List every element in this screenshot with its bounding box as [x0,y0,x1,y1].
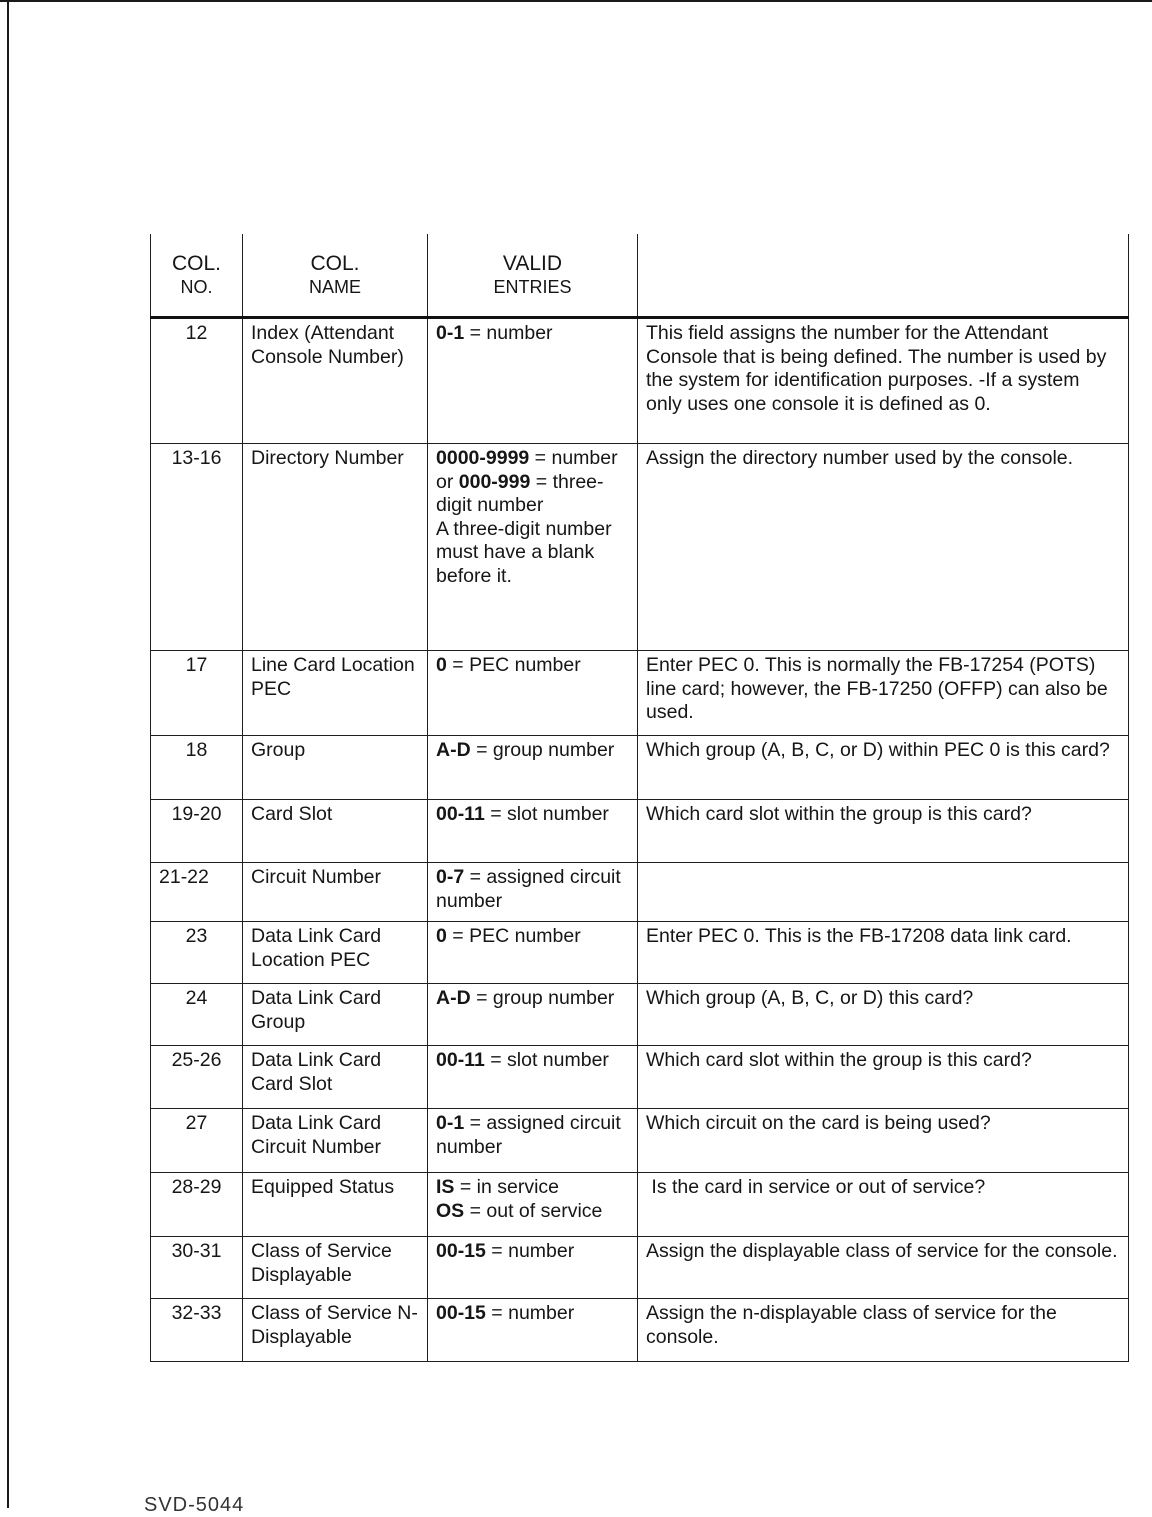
col-no-cell: 27 [151,1109,243,1173]
header-col-name-line1: COL. [310,252,360,275]
entry-range: A-D [436,987,471,1009]
description-cell: Assign the n-displayable class of service for the console. [638,1299,1129,1362]
entry-text: = PEC number [446,654,581,676]
entry-line [436,471,629,518]
valid-entries-cell [428,318,638,444]
table-row [151,1109,1129,1173]
table-header [151,234,1129,318]
description-cell: Which card slot within the group is this card? [638,800,1129,863]
page-top-rule [0,0,1152,2]
valid-entries-cell [428,1109,638,1173]
table-row [151,1173,1129,1237]
entry-text: = group number [470,739,615,761]
description-cell: This field assigns the number for the Attendant Console that is being defined. The number is used by the system for identification purposes. -If a system only uses one console it is defined as 0. [638,318,1129,444]
entry-line [436,1176,629,1200]
entry-range: 00-15 [436,1240,486,1262]
valid-entries-cell [428,984,638,1046]
col-no-cell: 12 [151,318,243,444]
entry-range: 0-1 [436,322,465,344]
valid-entries-cell [428,1237,638,1299]
header-row [151,234,1129,318]
valid-entries-cell [428,1173,638,1237]
col-name-cell: Circuit Number [243,863,428,922]
col-name-cell: Equipped Status [243,1173,428,1237]
col-no-cell: 13-16 [151,444,243,651]
entry-range: IS [436,1176,455,1198]
header-valid-entries [428,234,638,318]
header-col-name [243,234,428,318]
description-cell: Assign the directory number used by the console. [638,444,1129,651]
entry-text: = slot number [484,1049,609,1071]
col-name-cell: Line Card Location PEC [243,651,428,736]
col-name-cell: Data Link Card Group [243,984,428,1046]
valid-entries-cell [428,651,638,736]
entry-text: = three-digit number [436,470,604,516]
col-name-cell: Group [243,736,428,800]
entry-text: = in service [454,1176,560,1198]
entry-range: 000-999 [458,470,531,493]
entry-range: 0000-9999 [436,447,530,469]
header-col-no-line1: COL. [171,252,221,275]
entry-text: = PEC number [446,925,581,947]
entry-range: 0 [436,654,447,676]
description-cell: Enter PEC 0. This is normally the FB-17254 (POTS) line card; however, the FB-17250 (OFFP) can also be used. [638,651,1129,736]
col-name-cell: Directory Number [243,444,428,651]
valid-entries-cell [428,922,638,984]
table-row [151,1237,1129,1299]
col-no-cell: 25-26 [151,1046,243,1109]
table-row [151,800,1129,863]
header-col-no-line2: NO. [180,277,213,297]
col-no-cell: 18 [151,736,243,800]
valid-entries-cell [428,863,638,922]
col-name-cell: Data Link Card Card Slot [243,1046,428,1109]
entry-text: = number [485,1302,575,1324]
entry-text: = number [485,1240,575,1262]
valid-entries-cell [428,444,638,651]
entry-range: 00-11 [436,1049,485,1071]
col-no-cell: 23 [151,922,243,984]
header-valid-entries-line2: ENTRIES [493,277,572,297]
entry-text: = number [529,447,618,469]
table-row [151,1046,1129,1109]
table-row [151,863,1129,922]
description-cell [638,863,1129,922]
col-name-cell: Data Link Card Location PEC [243,922,428,984]
col-name-cell: Card Slot [243,800,428,863]
table-row [151,1299,1129,1362]
entry-text: = group number [470,987,615,1009]
table-row [151,736,1129,800]
field-definition-table [150,234,1129,1362]
entry-range: 0-7 [436,866,465,888]
entry-text: or [436,470,459,493]
col-no-cell: 17 [151,651,243,736]
table-row [151,984,1129,1046]
entry-line [436,1200,629,1224]
description-cell: Enter PEC 0. This is the FB-17208 data link card. [638,922,1129,984]
entry-text: = assigned circuit number [436,866,621,912]
entry-range: 00-15 [436,1302,486,1324]
col-no-cell: 21-22 [151,863,243,922]
description-cell: Is the card in service or out of service? [638,1173,1129,1237]
col-name-cell: Index (Attendant Console Number) [243,318,428,444]
table-row [151,651,1129,736]
col-no-cell: 28-29 [151,1173,243,1237]
header-col-no [151,234,243,318]
col-name-cell: Class of Service Displayable [243,1237,428,1299]
entry-note: A three-digit number must have a blank before it. [436,517,612,587]
entry-text: = assigned circuit number [436,1112,621,1158]
header-col-name-line2: NAME [308,277,361,297]
valid-entries-cell [428,1299,638,1362]
page-left-rule [7,0,9,1508]
description-cell: Which group (A, B, C, or D) within PEC 0 is this card? [638,736,1129,800]
col-name-cell: Data Link Card Circuit Number [243,1109,428,1173]
description-cell: Which group (A, B, C, or D) this card? [638,984,1129,1046]
header-description [638,234,1129,318]
entry-text: = number [464,322,553,344]
valid-entries-cell [428,1046,638,1109]
entry-text: = out of service [464,1199,603,1222]
valid-entries-cell [428,736,638,800]
col-no-cell: 30-31 [151,1237,243,1299]
table-row [151,444,1129,651]
entry-range: 0 [436,925,447,947]
col-no-cell: 32-33 [151,1299,243,1362]
entry-range: 00-11 [436,803,485,825]
table-body [151,318,1129,1362]
document-code: SVD-5044 [144,1494,245,1516]
col-no-cell: 19-20 [151,800,243,863]
description-cell: Assign the displayable class of service for the console. [638,1237,1129,1299]
col-no-cell: 24 [151,984,243,1046]
table-row [151,318,1129,444]
valid-entries-cell [428,800,638,863]
description-cell: Which card slot within the group is this card? [638,1046,1129,1109]
entry-range: OS [436,1199,465,1222]
entry-range: 0-1 [436,1112,465,1134]
table-row [151,922,1129,984]
col-name-cell: Class of Service N-Displayable [243,1299,428,1362]
entry-text: = slot number [484,803,609,825]
entry-range: A-D [436,739,471,761]
description-cell: Which circuit on the card is being used? [638,1109,1129,1173]
header-valid-entries-line1: VALID [502,252,563,275]
